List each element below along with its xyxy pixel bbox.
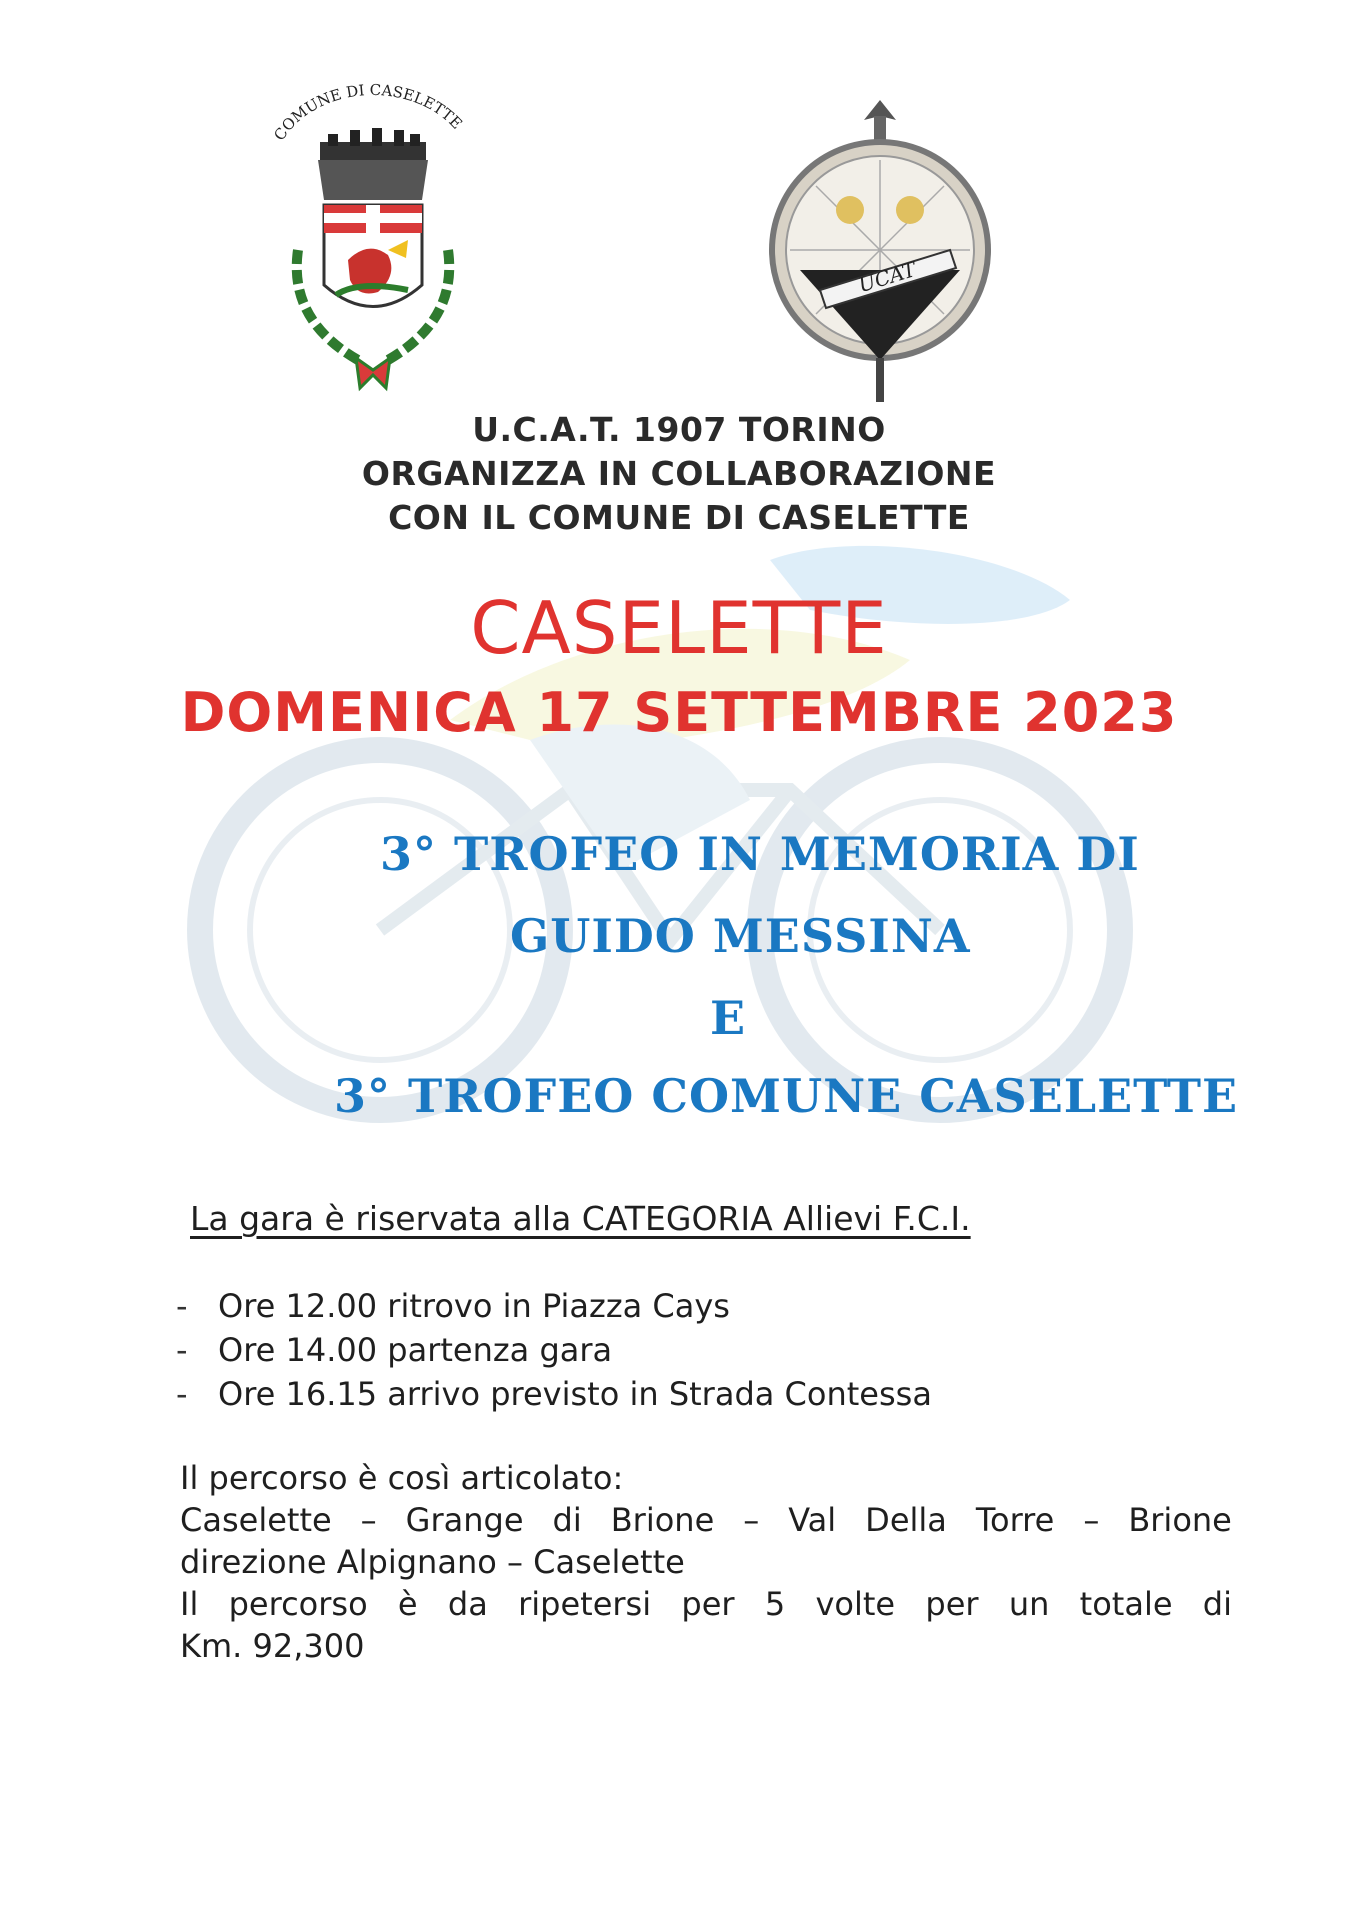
route-word: – [1083,1501,1100,1539]
svg-text:COMUNE DI CASELETTE [270,81,466,144]
bullet-dash: - [176,1331,188,1369]
ucat-ribbon-text: UCAT [855,257,919,298]
comune-coat-of-arms-logo [258,70,488,400]
bullet-dash: - [176,1287,188,1325]
route-path-line-1 [180,1499,1232,1541]
route-word: un [1008,1585,1050,1623]
organizer-line-2: ORGANIZZA IN COLLABORAZIONE [361,454,997,493]
route-word: Grange [405,1501,524,1539]
schedule-item-text: Ore 12.00 ritrovo in Piazza Cays [218,1287,730,1325]
route-word: – [743,1501,760,1539]
route-repeat-line-1 [180,1583,1232,1625]
route-word: Il [180,1585,199,1623]
route-word: totale [1079,1585,1173,1623]
schedule-item [176,1284,932,1328]
schedule-list [176,1284,932,1416]
trophy-line-3: E [710,991,747,1045]
schedule-item [176,1328,932,1372]
route-word: percorso [228,1585,368,1623]
route-word: Brione [1128,1501,1232,1539]
route-word: volte [815,1585,896,1623]
route-word: Torre [975,1501,1055,1539]
trophy-line-1: 3° TROFEO IN MEMORIA DI [380,827,1140,881]
route-word: per [681,1585,735,1623]
route-word: Brione [610,1501,715,1539]
route-word: è [397,1585,418,1623]
route-description [180,1457,1232,1667]
trophy-line-2: GUIDO MESSINA [510,909,971,963]
route-word: di [552,1501,582,1539]
bullet-dash: - [176,1375,188,1413]
route-word: – [360,1501,377,1539]
schedule-item-text: Ore 14.00 partenza gara [218,1331,613,1369]
route-word: Val [788,1501,837,1539]
route-path-line-2: direzione Alpignano – Caselette [180,1543,685,1581]
route-intro: Il percorso è così articolato: [180,1459,624,1497]
route-word: per [925,1585,979,1623]
schedule-item [176,1372,932,1416]
route-word: ripetersi [518,1585,652,1623]
category-notice: La gara è riservata alla CATEGORIA Allievi F.C.I. [190,1199,971,1238]
ucat-club-badge-logo [760,90,1000,410]
route-word: Della [865,1501,947,1539]
route-word: Caselette [180,1501,332,1539]
route-word: di [1202,1585,1232,1623]
event-date: DOMENICA 17 SETTEMBRE 2023 [180,681,1178,744]
organizer-block [0,408,1358,540]
organizer-line-3: CON IL COMUNE DI CASELETTE [388,498,970,537]
route-distance: Km. 92,300 [180,1627,365,1665]
trophy-line-4: 3° TROFEO COMUNE CASELETTE [334,1069,1239,1123]
organizer-line-1: U.C.A.T. 1907 TORINO [472,410,886,449]
schedule-item-text: Ore 16.15 arrivo previsto in Strada Contessa [218,1375,932,1413]
route-word: da [447,1585,488,1623]
event-town-title: CASELETTE [470,586,888,670]
comune-arc-text: COMUNE DI CASELETTE [270,80,466,144]
route-word: 5 [764,1585,786,1623]
